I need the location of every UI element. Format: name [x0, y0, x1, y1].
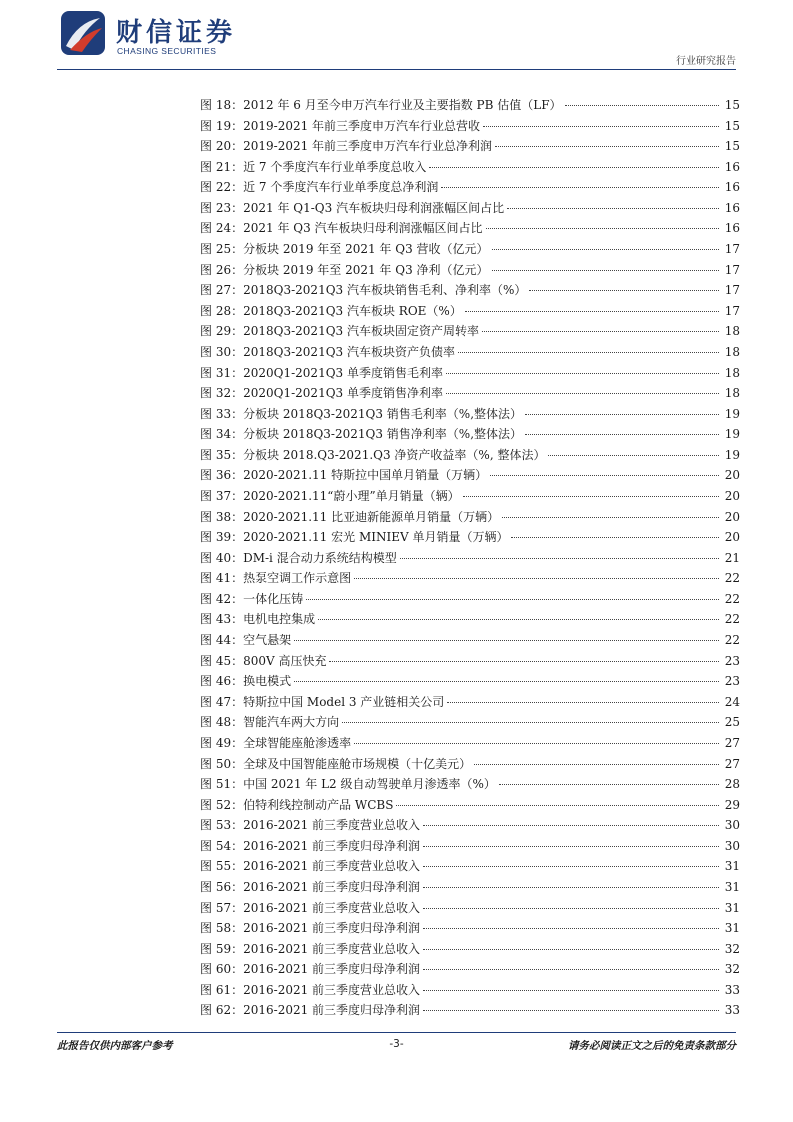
toc-entry[interactable]	[200, 754, 740, 775]
page-ref: 24	[724, 694, 740, 709]
dot-leader	[465, 311, 719, 312]
page-ref: 22	[724, 571, 740, 586]
dot-leader	[423, 825, 719, 826]
page-ref: 21	[724, 550, 740, 565]
dot-leader	[474, 764, 719, 765]
page-ref: 20	[724, 468, 740, 483]
page-ref: 16	[724, 200, 740, 215]
figure-title: 特斯拉中国 Model 3 产业链相关公司	[243, 694, 445, 709]
page-ref: 32	[724, 962, 740, 977]
figure-number: 图 42：	[200, 591, 244, 606]
page-ref: 31	[724, 900, 740, 915]
dot-leader	[423, 990, 719, 991]
page-header	[0, 0, 793, 70]
dot-leader	[354, 743, 719, 744]
page-ref: 22	[724, 633, 740, 648]
dot-leader	[482, 331, 719, 332]
toc-entry[interactable]	[200, 548, 740, 569]
toc-entry[interactable]	[200, 198, 740, 219]
page-ref: 23	[724, 653, 740, 668]
dot-leader	[423, 908, 719, 909]
figure-number: 图 58：	[200, 921, 244, 936]
figure-title: 2016-2021 前三季度营业总收入	[243, 859, 421, 874]
figure-number: 图 49：	[200, 735, 244, 750]
toc-entry[interactable]	[200, 157, 740, 178]
toc-entry[interactable]	[200, 877, 740, 898]
figure-title: 分板块 2018Q3-2021Q3 销售净利率（%,整体法）	[243, 427, 523, 442]
toc-entry[interactable]	[200, 959, 740, 980]
dot-leader	[423, 969, 719, 970]
figure-number: 图 43：	[200, 612, 244, 627]
footer-divider	[57, 1032, 736, 1033]
toc-entry[interactable]	[200, 733, 740, 754]
dot-leader	[306, 599, 719, 600]
toc-entry[interactable]	[200, 116, 740, 137]
page-ref: 28	[724, 777, 740, 792]
toc-entry[interactable]	[200, 404, 740, 425]
toc-entry[interactable]	[200, 260, 740, 281]
toc-entry[interactable]	[200, 445, 740, 466]
toc-entry[interactable]	[200, 836, 740, 857]
logo-english-name: CHASING SECURITIES	[117, 46, 217, 56]
toc-entry[interactable]	[200, 177, 740, 198]
toc-entry[interactable]	[200, 671, 740, 692]
figure-title: 近 7 个季度汽车行业单季度总净利润	[243, 180, 439, 195]
figure-number: 图 26：	[200, 262, 244, 277]
figure-number: 图 32：	[200, 386, 244, 401]
figure-number: 图 25：	[200, 242, 244, 257]
toc-entry[interactable]	[200, 486, 740, 507]
page-ref: 18	[724, 344, 740, 359]
dot-leader	[423, 928, 719, 929]
dot-leader	[529, 290, 719, 291]
figure-title: 2016-2021 前三季度营业总收入	[243, 982, 421, 997]
dot-leader	[525, 414, 719, 415]
figure-number: 图 19：	[200, 118, 244, 133]
dot-leader	[446, 373, 719, 374]
toc-entry[interactable]	[200, 280, 740, 301]
figure-title: 分板块 2018Q3-2021Q3 销售毛利率（%,整体法）	[243, 406, 523, 421]
figure-number: 图 55：	[200, 859, 244, 874]
dot-leader	[423, 846, 719, 847]
figure-list	[200, 95, 740, 1021]
toc-entry[interactable]	[200, 856, 740, 877]
toc-entry[interactable]	[200, 939, 740, 960]
figure-number: 图 37：	[200, 488, 244, 503]
page-number: -3-	[389, 1038, 404, 1050]
figure-title: 2020-2021.11 宏光 MINIEV 单月销量（万辆）	[243, 530, 509, 545]
page-ref: 32	[724, 941, 740, 956]
figure-number: 图 24：	[200, 221, 244, 236]
figure-number: 图 46：	[200, 674, 244, 689]
page-ref: 27	[724, 756, 740, 771]
dot-leader	[492, 270, 719, 271]
toc-entry[interactable]	[200, 136, 740, 157]
figure-title: 2020-2021.11 比亚迪新能源单月销量（万辆）	[243, 509, 500, 524]
figure-title: 一体化压铸	[243, 591, 304, 606]
figure-number: 图 53：	[200, 818, 244, 833]
dot-leader	[294, 681, 719, 682]
page-ref: 18	[724, 324, 740, 339]
figure-title: 2020Q1-2021Q3 单季度销售毛利率	[243, 365, 443, 380]
figure-number: 图 20：	[200, 139, 244, 154]
figure-number: 图 62：	[200, 1003, 244, 1018]
toc-entry[interactable]	[200, 609, 740, 630]
page-ref: 33	[724, 982, 740, 997]
figure-number: 图 52：	[200, 797, 244, 812]
logo-chinese-name: 财信证券	[116, 18, 237, 48]
toc-entry[interactable]	[200, 363, 740, 384]
toc-entry[interactable]	[200, 568, 740, 589]
toc-entry[interactable]	[200, 342, 740, 363]
dot-leader	[447, 702, 719, 703]
toc-entry[interactable]	[200, 1000, 740, 1021]
figure-title: 2018Q3-2021Q3 汽车板块 ROE（%）	[243, 303, 462, 318]
page-ref: 17	[724, 283, 740, 298]
figure-title: 2019-2021 年前三季度申万汽车行业总营收	[243, 118, 481, 133]
page-ref: 17	[724, 242, 740, 257]
toc-entry[interactable]	[200, 218, 740, 239]
figure-number: 图 44：	[200, 633, 244, 648]
figure-title: 2016-2021 前三季度归母净利润	[243, 921, 421, 936]
dot-leader	[490, 475, 719, 476]
figure-title: 2018Q3-2021Q3 汽车板块销售毛利、净利率（%）	[243, 283, 527, 298]
figure-title: 2018Q3-2021Q3 汽车板块资产负债率	[243, 344, 455, 359]
figure-title: 2016-2021 前三季度营业总收入	[243, 818, 421, 833]
figure-title: 2016-2021 前三季度归母净利润	[243, 962, 421, 977]
dot-leader	[423, 866, 719, 867]
toc-entry[interactable]	[200, 630, 740, 651]
figure-title: 2016-2021 前三季度归母净利润	[243, 1003, 421, 1018]
page-ref: 15	[724, 98, 740, 112]
toc-entry[interactable]	[200, 589, 740, 610]
figure-title: DM-i 混合动力系统结构模型	[243, 550, 397, 565]
dot-leader	[499, 784, 719, 785]
figure-title: 2018Q3-2021Q3 汽车板块固定资产周转率	[243, 324, 479, 339]
dot-leader	[423, 887, 719, 888]
figure-number: 图 51：	[200, 777, 244, 792]
dot-leader	[329, 661, 719, 662]
figure-number: 图 45：	[200, 653, 244, 668]
figure-number: 图 40：	[200, 550, 244, 565]
figure-number: 图 21：	[200, 159, 244, 174]
figure-number: 图 54：	[200, 838, 244, 853]
page-ref: 17	[724, 303, 740, 318]
figure-title: 800V 高压快充	[243, 653, 327, 668]
page-ref: 16	[724, 221, 740, 236]
page-ref: 30	[724, 838, 740, 853]
dot-leader	[318, 619, 719, 620]
page-ref: 33	[724, 1003, 740, 1018]
page-ref: 19	[724, 406, 740, 421]
page-ref: 15	[724, 118, 740, 133]
figure-number: 图 41：	[200, 571, 244, 586]
dot-leader	[458, 352, 719, 353]
page-ref: 31	[724, 859, 740, 874]
dot-leader	[423, 949, 719, 950]
header-divider	[57, 69, 736, 70]
figure-number: 图 50：	[200, 756, 244, 771]
toc-entry[interactable]	[200, 898, 740, 919]
figure-title: 2016-2021 前三季度归母净利润	[243, 838, 421, 853]
toc-entry[interactable]	[200, 465, 740, 486]
dot-leader	[423, 1010, 719, 1011]
dot-leader	[548, 455, 719, 456]
page-ref: 22	[724, 591, 740, 606]
toc-entry[interactable]	[200, 383, 740, 404]
toc-entry[interactable]	[200, 301, 740, 322]
page-ref: 19	[724, 447, 740, 462]
figure-title: 2020-2021.11“蔚小理”单月销量（辆）	[243, 488, 460, 503]
dot-leader	[400, 558, 719, 559]
figure-title: 中国 2021 年 L2 级自动驾驶单月渗透率（%）	[243, 777, 496, 792]
dot-leader	[511, 537, 719, 538]
figure-title: 全球及中国智能座舱市场规模（十亿美元）	[243, 756, 472, 771]
figure-number: 图 30：	[200, 344, 244, 359]
dot-leader	[502, 517, 719, 518]
toc-entry[interactable]	[200, 239, 740, 260]
toc-entry[interactable]	[200, 651, 740, 672]
page-ref: 23	[724, 674, 740, 689]
company-logo	[60, 8, 240, 60]
figure-title: 2021 年 Q3 汽车板块归母利润涨幅区间占比	[243, 221, 483, 236]
dot-leader	[354, 578, 719, 579]
figure-title: 智能汽车两大方向	[243, 715, 340, 730]
toc-entry[interactable]	[200, 712, 740, 733]
figure-title: 近 7 个季度汽车行业单季度总收入	[243, 159, 427, 174]
figure-number: 图 23：	[200, 200, 244, 215]
toc-entry[interactable]	[200, 795, 740, 816]
toc-entry[interactable]	[200, 321, 740, 342]
figure-number: 图 27：	[200, 283, 244, 298]
dot-leader	[495, 146, 719, 147]
figure-title: 分板块 2018.Q3-2021.Q3 净资产收益率（%, 整体法）	[243, 447, 546, 462]
page-ref: 18	[724, 386, 740, 401]
page-ref: 18	[724, 365, 740, 380]
figure-title: 2020Q1-2021Q3 单季度销售净利率	[243, 386, 443, 401]
page-ref: 20	[724, 509, 740, 524]
figure-title: 2016-2021 前三季度营业总收入	[243, 941, 421, 956]
figure-number: 图 34：	[200, 427, 244, 442]
page-ref: 22	[724, 612, 740, 627]
toc-entry[interactable]	[200, 815, 740, 836]
toc-entry[interactable]	[200, 95, 740, 116]
figure-number: 图 35：	[200, 447, 244, 462]
dot-leader	[429, 167, 719, 168]
dot-leader	[463, 496, 719, 497]
logo-emblem-icon	[60, 10, 106, 56]
page-ref: 31	[724, 921, 740, 936]
figure-title: 分板块 2019 年至 2021 年 Q3 营收（亿元）	[243, 242, 489, 257]
dot-leader	[294, 640, 719, 641]
page-ref: 15	[724, 139, 740, 154]
toc-entry[interactable]	[200, 774, 740, 795]
figure-number: 图 56：	[200, 879, 244, 894]
page-ref: 30	[724, 818, 740, 833]
figure-title: 2019-2021 年前三季度申万汽车行业总净利润	[243, 139, 493, 154]
page-footer	[57, 1038, 736, 1058]
dot-leader	[565, 105, 719, 106]
figure-title: 全球智能座舱渗透率	[243, 735, 352, 750]
report-type-label: 行业研究报告	[676, 56, 736, 67]
page-ref: 27	[724, 735, 740, 750]
figure-number: 图 28：	[200, 303, 244, 318]
figure-number: 图 59：	[200, 941, 244, 956]
dot-leader	[396, 805, 719, 806]
toc-entry[interactable]	[200, 692, 740, 713]
dot-leader	[446, 393, 719, 394]
figure-number: 图 60：	[200, 962, 244, 977]
figure-number: 图 18：	[200, 98, 244, 112]
figure-title: 换电模式	[243, 674, 292, 689]
toc-entry[interactable]	[200, 507, 740, 528]
figure-number: 图 31：	[200, 365, 244, 380]
page-ref: 16	[724, 159, 740, 174]
figure-number: 图 38：	[200, 509, 244, 524]
dot-leader	[441, 187, 719, 188]
page-ref: 16	[724, 180, 740, 195]
figure-number: 图 22：	[200, 180, 244, 195]
figure-title: 2016-2021 前三季度营业总收入	[243, 900, 421, 915]
dot-leader	[483, 126, 719, 127]
figure-title: 伯特利线控制动产品 WCBS	[243, 797, 394, 812]
figure-number: 图 39：	[200, 530, 244, 545]
dot-leader	[492, 249, 719, 250]
figure-number: 图 33：	[200, 406, 244, 421]
dot-leader	[525, 434, 719, 435]
toc-entry[interactable]	[200, 980, 740, 1001]
figure-title: 热泵空调工作示意图	[243, 571, 352, 586]
page-ref: 19	[724, 427, 740, 442]
page-ref: 20	[724, 488, 740, 503]
figure-number: 图 36：	[200, 468, 244, 483]
figure-title: 空气悬架	[243, 633, 292, 648]
figure-title: 2016-2021 前三季度归母净利润	[243, 879, 421, 894]
dot-leader	[342, 722, 719, 723]
toc-entry[interactable]	[200, 424, 740, 445]
dot-leader	[486, 228, 719, 229]
page-ref: 25	[724, 715, 740, 730]
page-ref: 29	[724, 797, 740, 812]
figure-title: 2020-2021.11 特斯拉中国单月销量（万辆）	[243, 468, 488, 483]
figure-number: 图 29：	[200, 324, 244, 339]
figure-title: 分板块 2019 年至 2021 年 Q3 净利（亿元）	[243, 262, 489, 277]
page-ref: 31	[724, 879, 740, 894]
figure-title: 2012 年 6 月至今申万汽车行业及主要指数 PB 估值（LF）	[243, 98, 562, 112]
figure-number: 图 47：	[200, 694, 244, 709]
footer-disclaimer-right: 请务必阅读正文之后的免责条款部分	[568, 1040, 736, 1052]
footer-disclaimer-left: 此报告仅供内部客户参考	[57, 1040, 173, 1052]
page-ref: 17	[724, 262, 740, 277]
figure-title: 2021 年 Q1-Q3 汽车板块归母利润涨幅区间占比	[243, 200, 505, 215]
figure-title: 电机电控集成	[243, 612, 316, 627]
toc-entry[interactable]	[200, 918, 740, 939]
dot-leader	[507, 208, 719, 209]
toc-entry[interactable]	[200, 527, 740, 548]
figure-number: 图 48：	[200, 715, 244, 730]
figure-number: 图 61：	[200, 982, 244, 997]
page-ref: 20	[724, 530, 740, 545]
figure-number: 图 57：	[200, 900, 244, 915]
